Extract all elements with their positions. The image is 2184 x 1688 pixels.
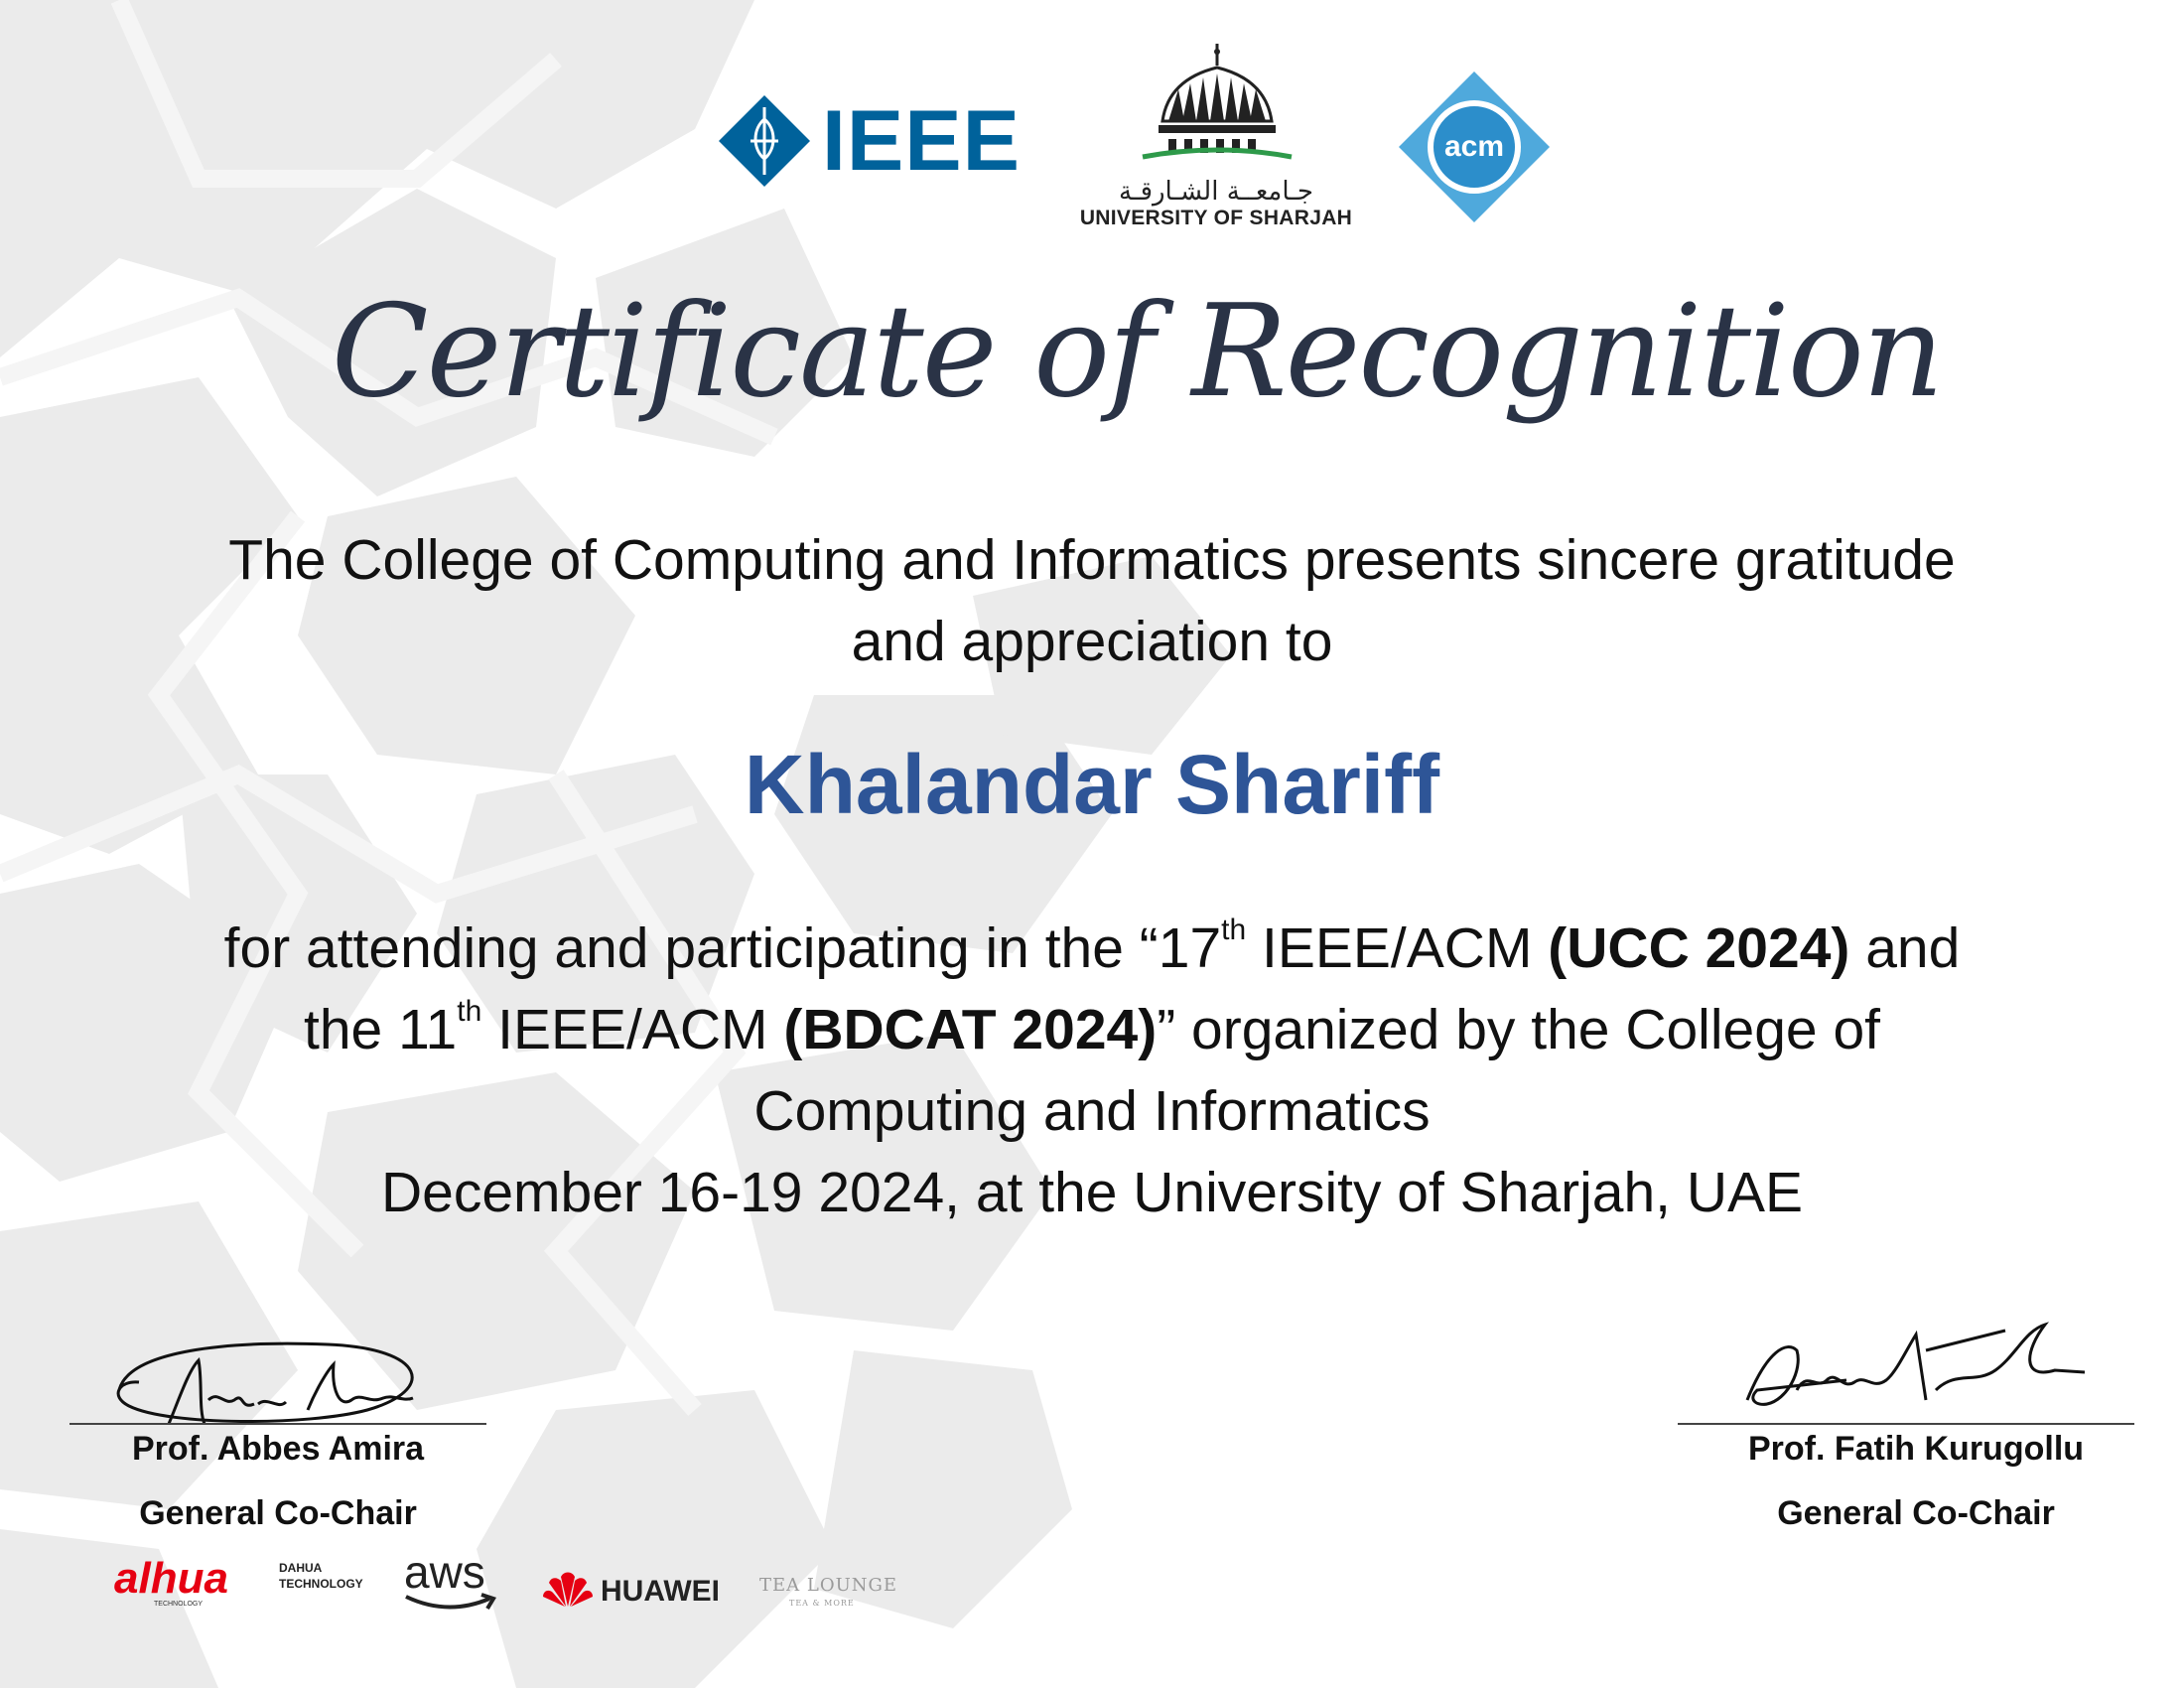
tea-lounge-wordmark: TEA LOUNGE	[759, 1575, 898, 1596]
dahua-wordmark: alhua	[114, 1554, 228, 1603]
details-line-3: Computing and Informatics	[753, 1079, 1431, 1143]
huawei-wordmark: HUAWEI	[601, 1575, 720, 1608]
details-text	[0, 908, 2184, 1233]
huawei-logo	[541, 1567, 759, 1617]
signatory-role-right: General Co-Chair	[1777, 1494, 2055, 1532]
signature-fatih-kurugollu	[1727, 1311, 2105, 1420]
details-line-1: for attending and participating in the “17th IEEE/ACM (UCC 2024) and	[223, 914, 1961, 980]
signatory-role-left: General Co-Chair	[139, 1494, 417, 1532]
intro-text	[0, 519, 2184, 682]
tea-lounge-logo	[759, 1559, 898, 1615]
sharjah-dome-icon	[1077, 40, 1355, 179]
dahua-label-2: TECHNOLOGY	[279, 1577, 363, 1591]
dahua-logo	[114, 1554, 372, 1617]
huawei-flower-icon	[541, 1569, 595, 1609]
certificate-title: Certificate of Recognition	[331, 278, 1943, 426]
signature-line-right	[1678, 1423, 2134, 1425]
signature-line-left	[69, 1423, 486, 1425]
aws-logo	[404, 1546, 503, 1618]
acm-logo	[1395, 68, 1554, 226]
acm-wordmark: acm	[1443, 130, 1505, 163]
ieee-diamond-icon	[717, 93, 812, 189]
sharjah-arabic-name: جـامعــة الشـارقـة	[1119, 177, 1313, 207]
details-line-4: December 16-19 2024, at the University of Sharjah, UAE	[380, 1161, 1804, 1224]
intro-line-2: and appreciation to	[851, 610, 1333, 673]
details-line-2: the 11th IEEE/ACM (BDCAT 2024)” organized by the College of	[304, 995, 1880, 1061]
signatory-name-left: Prof. Abbes Amira	[131, 1430, 425, 1468]
sharjah-english-name: UNIVERSITY OF SHARJAH	[1079, 207, 1353, 229]
aws-smile-icon	[402, 1591, 501, 1617]
ieee-wordmark: IEEE	[822, 93, 1021, 189]
university-of-sharjah-logo	[1077, 40, 1355, 238]
signatory-name-right: Prof. Fatih Kurugollu	[1747, 1430, 2085, 1468]
dahua-wordmark-sub: TECHNOLOGY	[154, 1601, 204, 1608]
intro-line-1: The College of Computing and Informatics presents sincere gratitude	[228, 528, 1956, 592]
tea-lounge-sub: TEA & MORE	[789, 1599, 855, 1608]
aws-wordmark: aws	[404, 1546, 485, 1598]
sponsor-logos	[114, 1546, 908, 1618]
recipient-name: Khalandar Shariff	[744, 738, 1440, 831]
dahua-label-1: DAHUA	[279, 1561, 323, 1575]
ieee-logo	[717, 91, 1024, 191]
